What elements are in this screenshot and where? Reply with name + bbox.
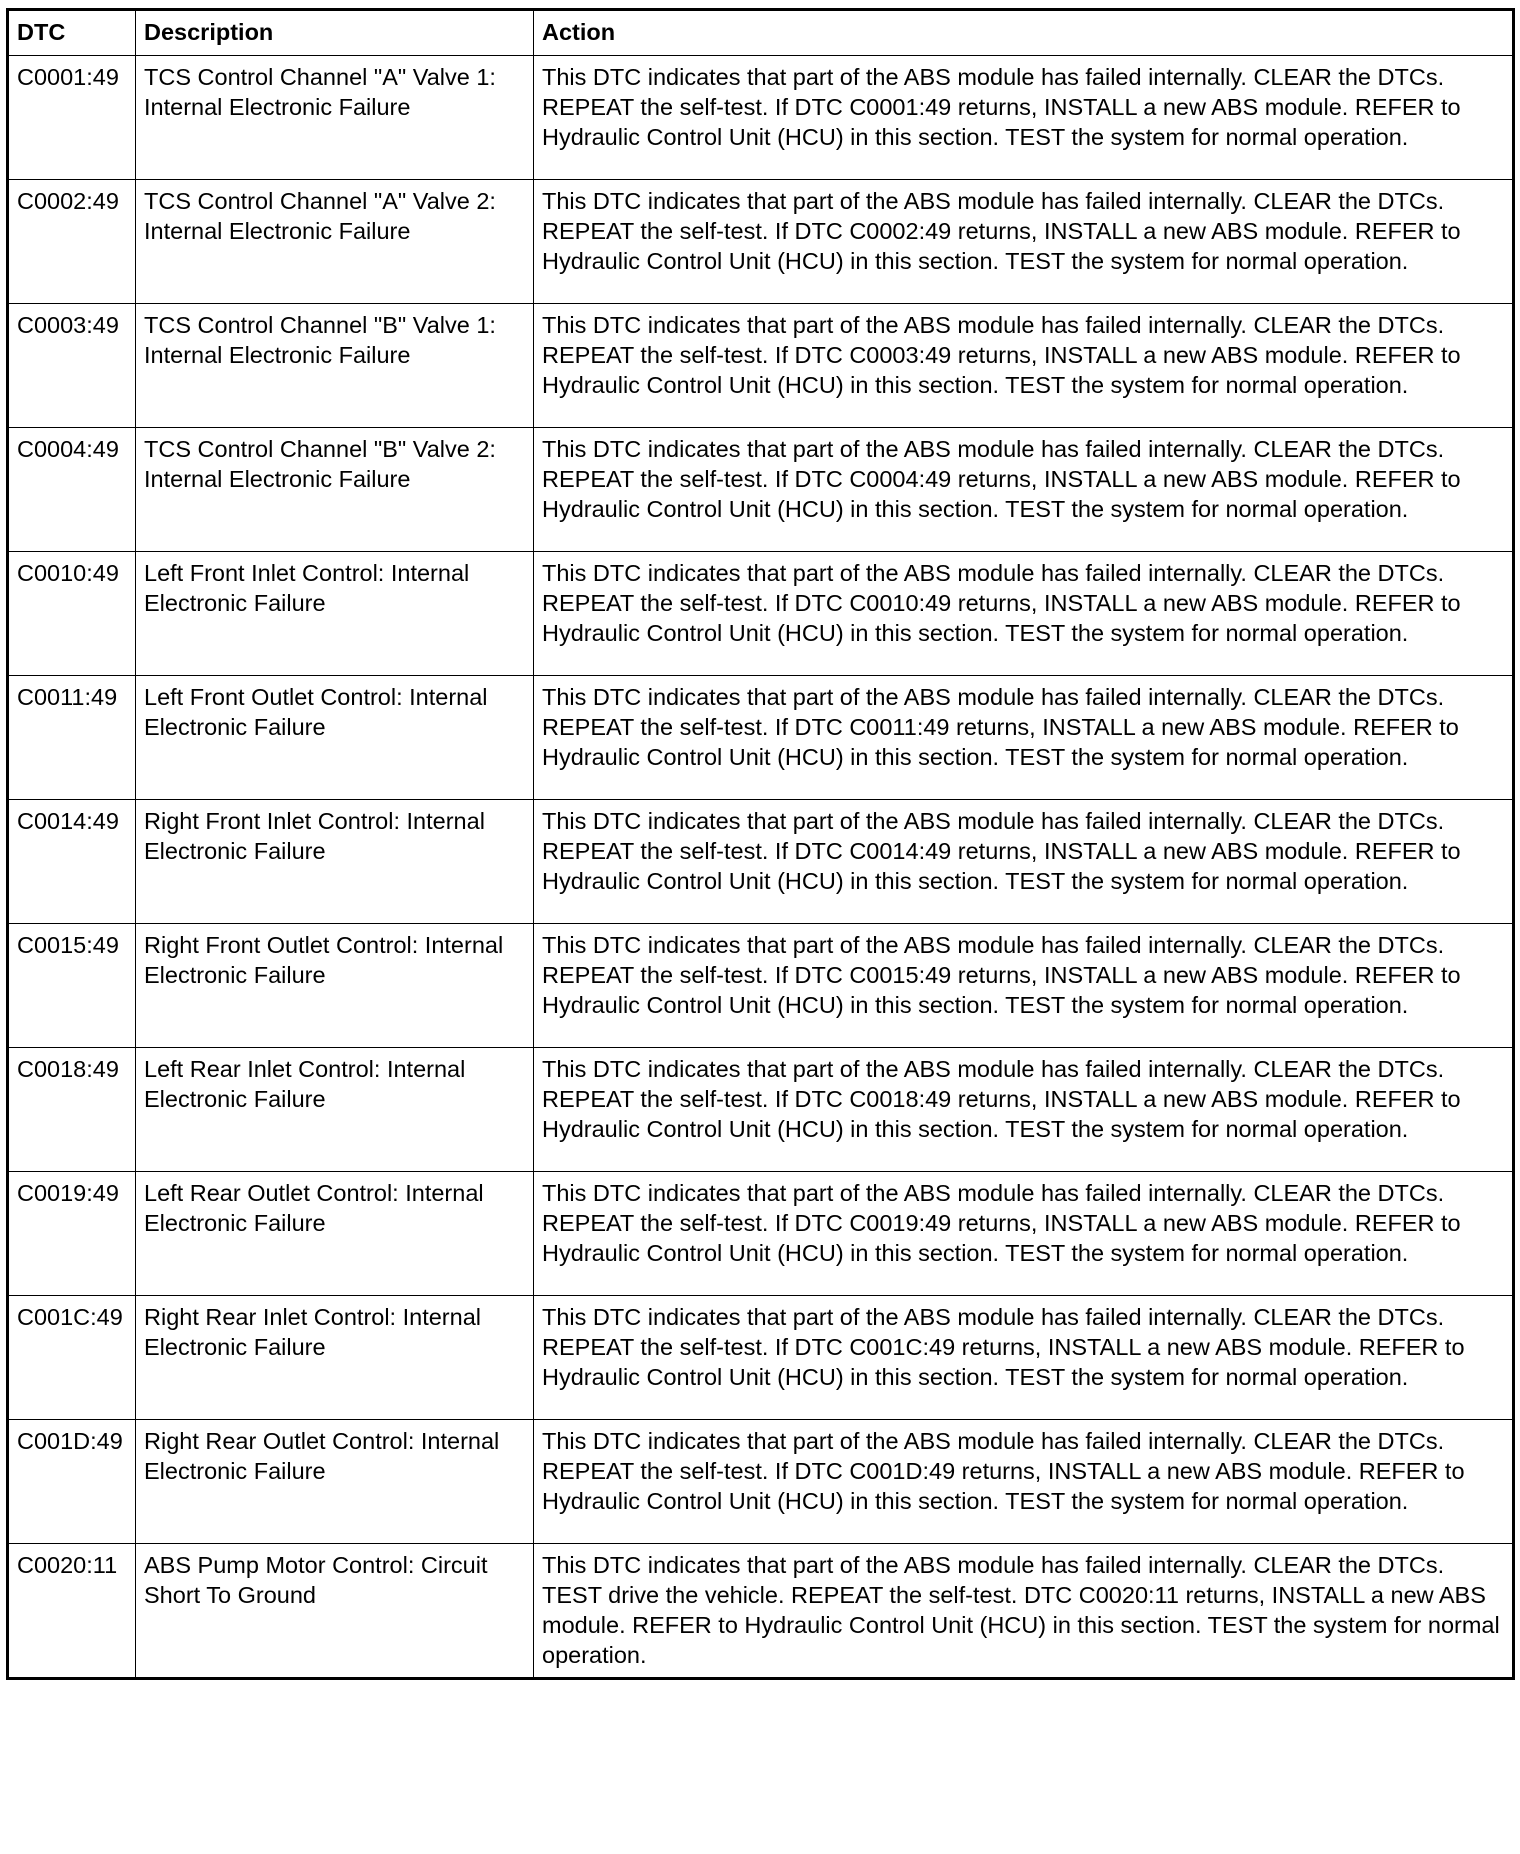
description-cell: Right Rear Inlet Control: Internal Electronic Failure bbox=[136, 1296, 534, 1420]
action-cell: This DTC indicates that part of the ABS module has failed internally. CLEAR the DTCs. REPEAT the self-test. If DTC C0002:49 returns, INSTALL a new ABS module. REFER to Hydraulic Control Unit (HCU) in this section. TEST the system for normal operation. bbox=[534, 180, 1514, 304]
description-cell: Right Front Inlet Control: Internal Electronic Failure bbox=[136, 800, 534, 924]
action-cell: This DTC indicates that part of the ABS module has failed internally. CLEAR the DTCs. REPEAT the self-test. If DTC C0001:49 returns, INSTALL a new ABS module. REFER to Hydraulic Control Unit (HCU) in this section. TEST the system for normal operation. bbox=[534, 56, 1514, 180]
description-cell: Left Rear Inlet Control: Internal Electronic Failure bbox=[136, 1048, 534, 1172]
table-row bbox=[8, 1544, 1514, 1679]
dtc-code-cell: C001C:49 bbox=[8, 1296, 136, 1420]
column-header-description: Description bbox=[136, 10, 534, 56]
action-cell: This DTC indicates that part of the ABS module has failed internally. CLEAR the DTCs. REPEAT the self-test. If DTC C0003:49 returns, INSTALL a new ABS module. REFER to Hydraulic Control Unit (HCU) in this section. TEST the system for normal operation. bbox=[534, 304, 1514, 428]
column-header-dtc: DTC bbox=[8, 10, 136, 56]
description-cell: Left Front Outlet Control: Internal Electronic Failure bbox=[136, 676, 534, 800]
table-body bbox=[8, 56, 1514, 1679]
description-cell: Left Front Inlet Control: Internal Electronic Failure bbox=[136, 552, 534, 676]
action-cell: This DTC indicates that part of the ABS module has failed internally. CLEAR the DTCs. TEST drive the vehicle. REPEAT the self-test. DTC C0020:11 returns, INSTALL a new ABS module. REFER to Hydraulic Control Unit (HCU) in this section. TEST the system for normal operation. bbox=[534, 1544, 1514, 1679]
table-row bbox=[8, 676, 1514, 800]
action-cell: This DTC indicates that part of the ABS module has failed internally. CLEAR the DTCs. REPEAT the self-test. If DTC C0018:49 returns, INSTALL a new ABS module. REFER to Hydraulic Control Unit (HCU) in this section. TEST the system for normal operation. bbox=[534, 1048, 1514, 1172]
action-cell: This DTC indicates that part of the ABS module has failed internally. CLEAR the DTCs. REPEAT the self-test. If DTC C0011:49 returns, INSTALL a new ABS module. REFER to Hydraulic Control Unit (HCU) in this section. TEST the system for normal operation. bbox=[534, 676, 1514, 800]
table-row bbox=[8, 552, 1514, 676]
dtc-code-cell: C0019:49 bbox=[8, 1172, 136, 1296]
action-cell: This DTC indicates that part of the ABS module has failed internally. CLEAR the DTCs. REPEAT the self-test. If DTC C0015:49 returns, INSTALL a new ABS module. REFER to Hydraulic Control Unit (HCU) in this section. TEST the system for normal operation. bbox=[534, 924, 1514, 1048]
dtc-code-cell: C0004:49 bbox=[8, 428, 136, 552]
table-row bbox=[8, 180, 1514, 304]
table-row bbox=[8, 1420, 1514, 1544]
action-cell: This DTC indicates that part of the ABS module has failed internally. CLEAR the DTCs. REPEAT the self-test. If DTC C0014:49 returns, INSTALL a new ABS module. REFER to Hydraulic Control Unit (HCU) in this section. TEST the system for normal operation. bbox=[534, 800, 1514, 924]
description-cell: Right Rear Outlet Control: Internal Electronic Failure bbox=[136, 1420, 534, 1544]
action-cell: This DTC indicates that part of the ABS module has failed internally. CLEAR the DTCs. REPEAT the self-test. If DTC C0019:49 returns, INSTALL a new ABS module. REFER to Hydraulic Control Unit (HCU) in this section. TEST the system for normal operation. bbox=[534, 1172, 1514, 1296]
dtc-code-cell: C0020:11 bbox=[8, 1544, 136, 1679]
action-cell: This DTC indicates that part of the ABS module has failed internally. CLEAR the DTCs. REPEAT the self-test. If DTC C0010:49 returns, INSTALL a new ABS module. REFER to Hydraulic Control Unit (HCU) in this section. TEST the system for normal operation. bbox=[534, 552, 1514, 676]
dtc-code-cell: C0003:49 bbox=[8, 304, 136, 428]
table-row bbox=[8, 1048, 1514, 1172]
table-row bbox=[8, 800, 1514, 924]
description-cell: TCS Control Channel "B" Valve 2: Internal Electronic Failure bbox=[136, 428, 534, 552]
table-header-row bbox=[8, 10, 1514, 56]
table-row bbox=[8, 304, 1514, 428]
table-row bbox=[8, 56, 1514, 180]
table-row bbox=[8, 1296, 1514, 1420]
table-row bbox=[8, 1172, 1514, 1296]
description-cell: Left Rear Outlet Control: Internal Electronic Failure bbox=[136, 1172, 534, 1296]
description-cell: TCS Control Channel "B" Valve 1: Internal Electronic Failure bbox=[136, 304, 534, 428]
action-cell: This DTC indicates that part of the ABS module has failed internally. CLEAR the DTCs. REPEAT the self-test. If DTC C001C:49 returns, INSTALL a new ABS module. REFER to Hydraulic Control Unit (HCU) in this section. TEST the system for normal operation. bbox=[534, 1296, 1514, 1420]
description-cell: Right Front Outlet Control: Internal Electronic Failure bbox=[136, 924, 534, 1048]
table-row bbox=[8, 924, 1514, 1048]
column-header-action: Action bbox=[534, 10, 1514, 56]
description-cell: ABS Pump Motor Control: Circuit Short To Ground bbox=[136, 1544, 534, 1679]
dtc-code-cell: C0010:49 bbox=[8, 552, 136, 676]
description-cell: TCS Control Channel "A" Valve 1: Internal Electronic Failure bbox=[136, 56, 534, 180]
dtc-code-cell: C001D:49 bbox=[8, 1420, 136, 1544]
dtc-table bbox=[6, 8, 1515, 1680]
description-cell: TCS Control Channel "A" Valve 2: Internal Electronic Failure bbox=[136, 180, 534, 304]
dtc-code-cell: C0018:49 bbox=[8, 1048, 136, 1172]
dtc-code-cell: C0002:49 bbox=[8, 180, 136, 304]
dtc-code-cell: C0015:49 bbox=[8, 924, 136, 1048]
dtc-code-cell: C0011:49 bbox=[8, 676, 136, 800]
action-cell: This DTC indicates that part of the ABS module has failed internally. CLEAR the DTCs. REPEAT the self-test. If DTC C001D:49 returns, INSTALL a new ABS module. REFER to Hydraulic Control Unit (HCU) in this section. TEST the system for normal operation. bbox=[534, 1420, 1514, 1544]
action-cell: This DTC indicates that part of the ABS module has failed internally. CLEAR the DTCs. REPEAT the self-test. If DTC C0004:49 returns, INSTALL a new ABS module. REFER to Hydraulic Control Unit (HCU) in this section. TEST the system for normal operation. bbox=[534, 428, 1514, 552]
table-row bbox=[8, 428, 1514, 552]
dtc-code-cell: C0001:49 bbox=[8, 56, 136, 180]
dtc-code-cell: C0014:49 bbox=[8, 800, 136, 924]
